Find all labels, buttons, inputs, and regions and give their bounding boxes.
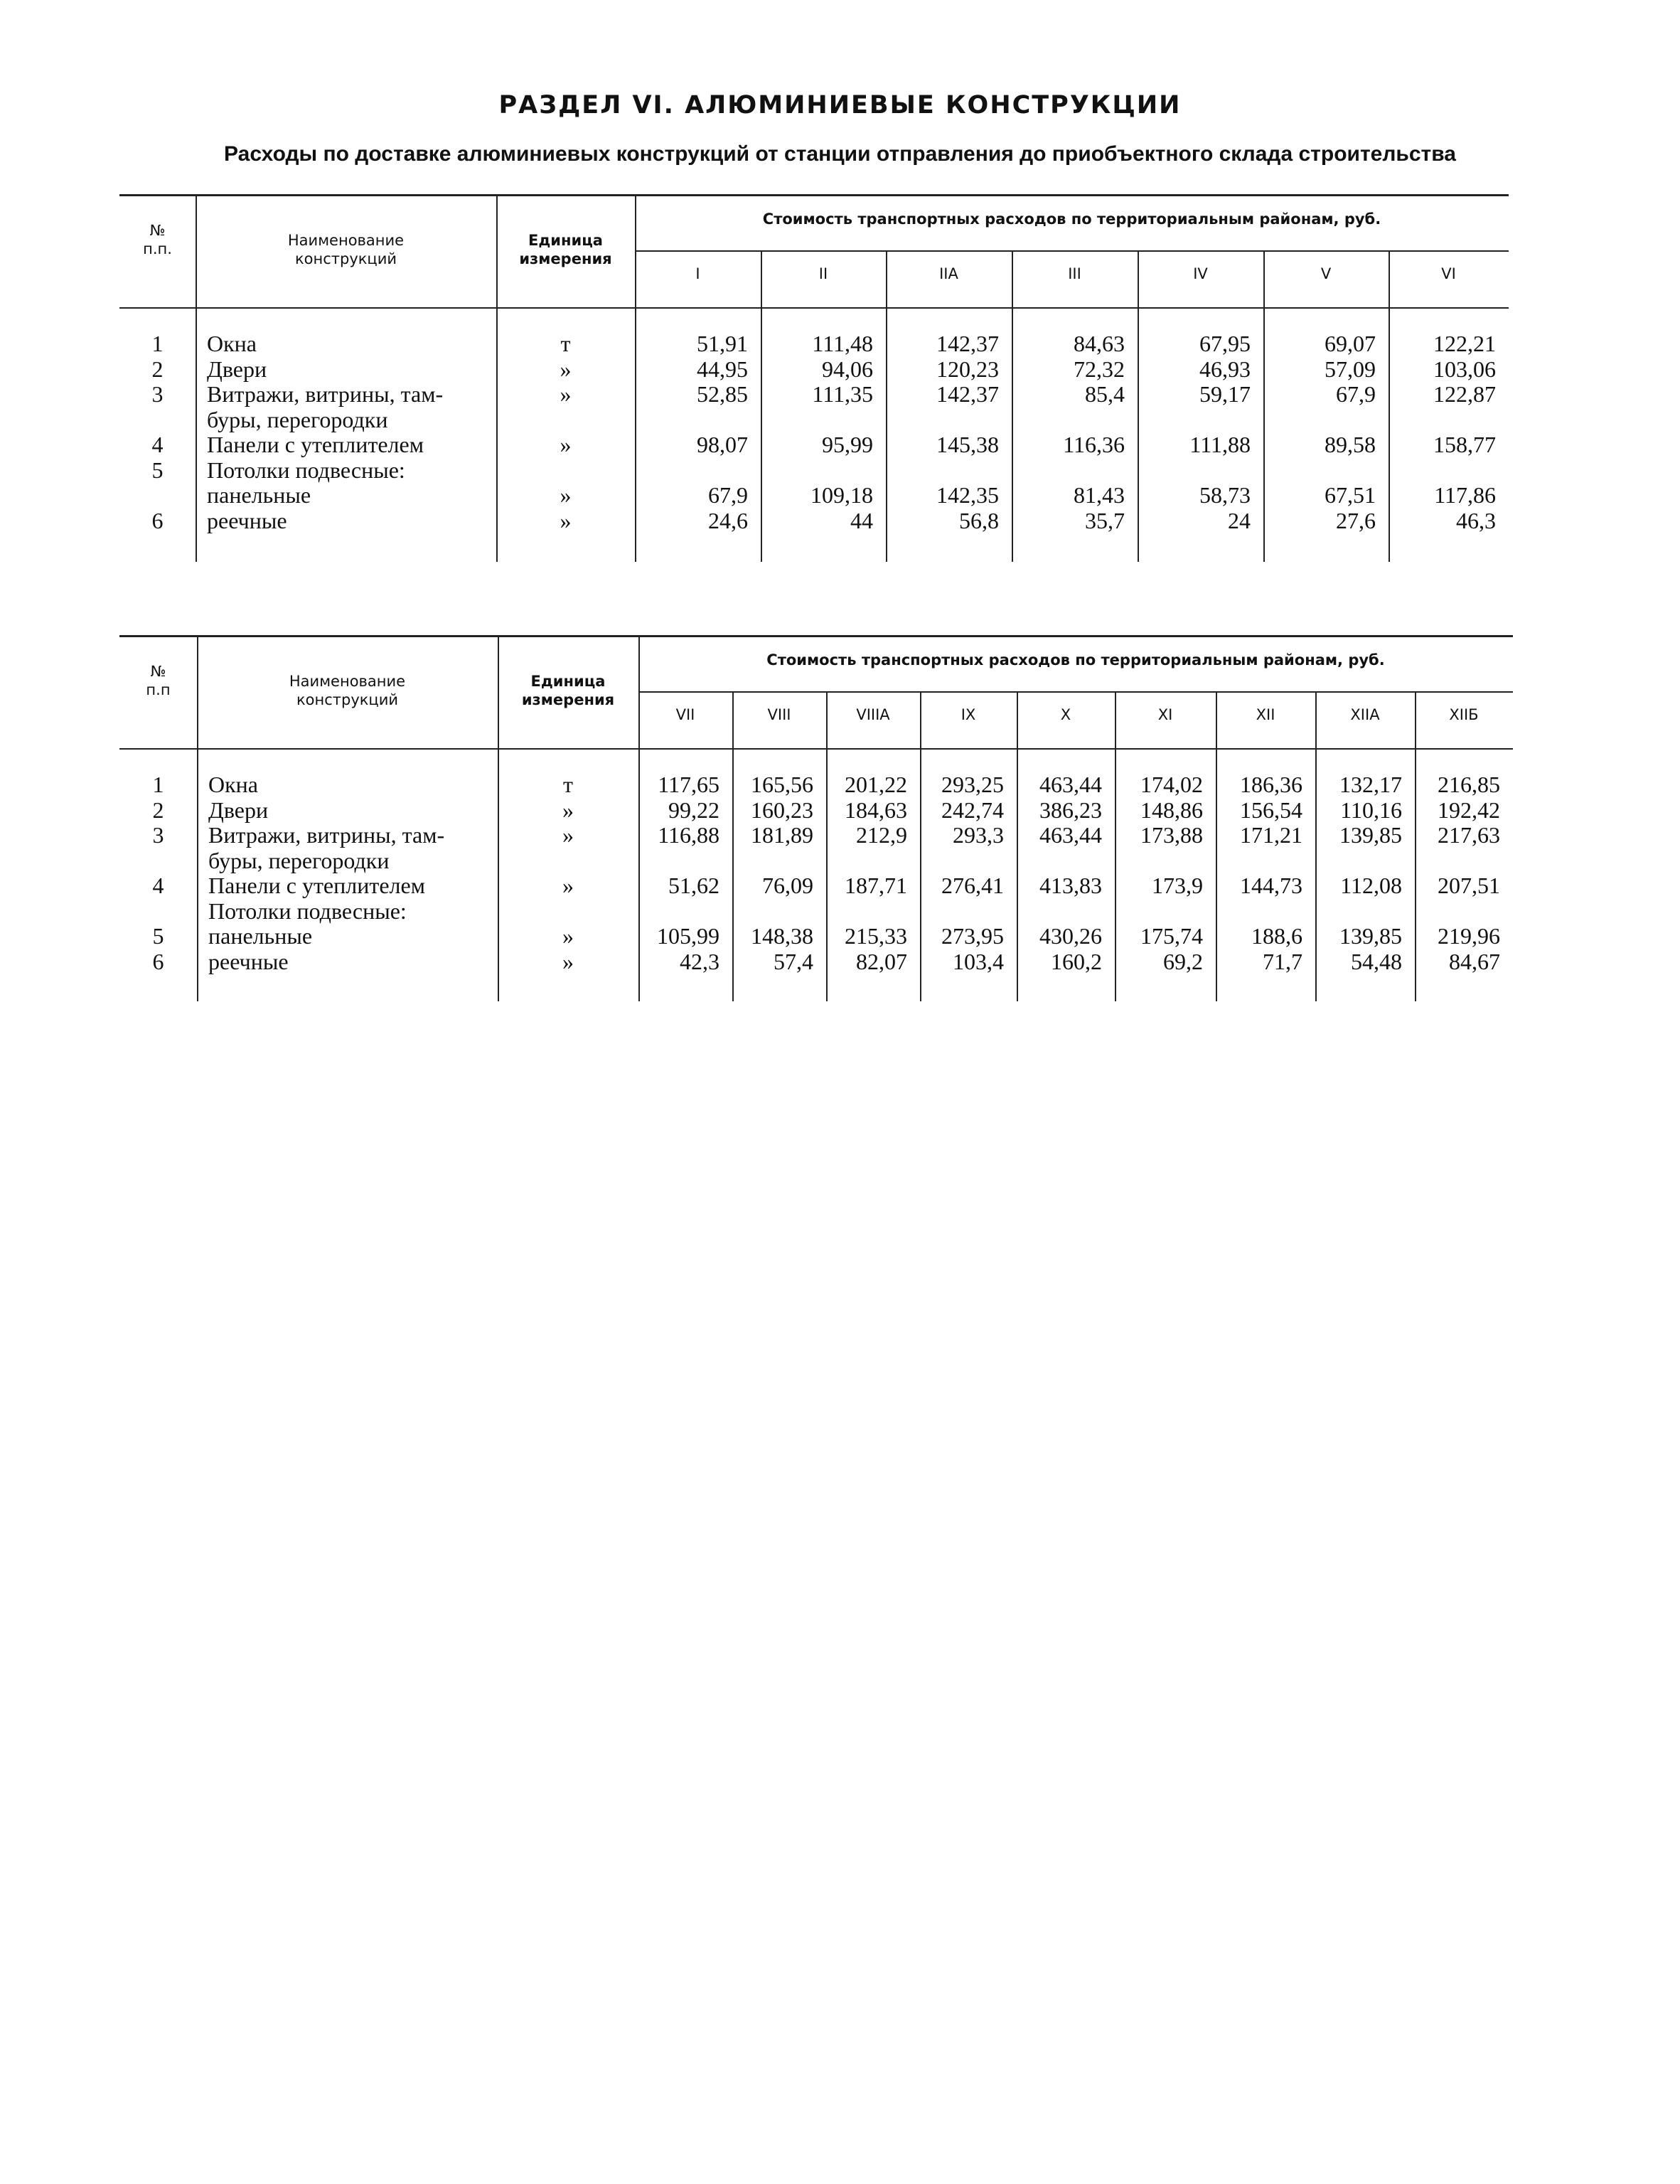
- cost-value: 148,38: [751, 923, 813, 949]
- cost-value: 82,07: [856, 948, 907, 974]
- region-header: VI: [1441, 265, 1456, 282]
- cost-value: 132,17: [1339, 772, 1402, 797]
- cost-value: 111,48: [812, 331, 873, 356]
- region-header: VIII: [767, 706, 791, 723]
- unit-cell: т: [560, 331, 571, 356]
- cost-value: 142,35: [936, 482, 999, 508]
- column-header-name: Наименование конструкций: [289, 673, 406, 708]
- row-number: 2: [151, 356, 164, 382]
- cost-value: 139,85: [1339, 822, 1402, 848]
- cost-value: 160,23: [751, 797, 813, 823]
- cost-value: 293,3: [953, 822, 1004, 848]
- cost-value: 69,07: [1325, 331, 1376, 356]
- cost-value: 386,23: [1039, 797, 1102, 823]
- region-header: V: [1320, 265, 1332, 282]
- unit-cell: »: [560, 381, 572, 407]
- cost-value: 145,38: [936, 432, 999, 457]
- cost-value: 116,36: [1063, 432, 1125, 457]
- cost-value: 24,6: [708, 507, 748, 533]
- table-rule: [119, 635, 1513, 637]
- construction-name: Витражи, витрины, там-: [208, 822, 445, 848]
- cost-value: 103,06: [1433, 356, 1496, 382]
- cost-value: 215,33: [845, 923, 907, 949]
- cost-value: 58,73: [1199, 482, 1251, 508]
- cost-value: 139,85: [1339, 923, 1402, 949]
- cost-value: 105,99: [657, 923, 719, 949]
- cost-value: 46,3: [1456, 507, 1496, 533]
- cost-value: 293,25: [941, 772, 1004, 797]
- row-number: 4: [151, 432, 164, 457]
- row-number: 1: [152, 772, 164, 797]
- construction-name: буры, перегородки: [207, 406, 388, 432]
- cost-value: 201,22: [845, 772, 907, 797]
- cost-value: 84,63: [1074, 331, 1125, 356]
- cost-value: 44,95: [697, 356, 748, 382]
- cost-value: 112,08: [1340, 873, 1402, 898]
- region-header: II: [818, 265, 828, 282]
- cost-value: 173,88: [1140, 822, 1203, 848]
- cost-value: 52,85: [697, 381, 748, 407]
- construction-name: панельные: [208, 923, 313, 949]
- region-header: IV: [1193, 265, 1208, 282]
- cost-value: 27,6: [1336, 507, 1376, 533]
- cost-value: 174,02: [1140, 772, 1203, 797]
- cost-value: 76,09: [762, 873, 813, 898]
- cost-value: 217,63: [1438, 822, 1500, 848]
- cost-value: 51,62: [668, 873, 719, 898]
- construction-name: Потолки подвесные:: [208, 897, 407, 924]
- cost-value: 42,3: [680, 948, 719, 974]
- table-rule: [119, 748, 1513, 750]
- unit-cell: »: [562, 873, 574, 898]
- cost-value: 207,51: [1438, 873, 1500, 898]
- row-number: 1: [151, 331, 164, 356]
- region-header: IIA: [939, 265, 958, 282]
- cost-value: 142,37: [936, 331, 999, 356]
- cost-value: 120,23: [936, 356, 999, 382]
- cost-value: 67,9: [708, 482, 748, 508]
- construction-name: реечные: [208, 948, 289, 974]
- cost-value: 142,37: [936, 381, 999, 407]
- construction-name: буры, перегородки: [208, 847, 390, 873]
- cost-value: 212,9: [856, 822, 907, 848]
- table-rule: [638, 691, 1513, 693]
- cost-value: 192,42: [1438, 797, 1500, 823]
- cost-value: 144,73: [1240, 873, 1302, 898]
- cost-value: 175,74: [1140, 923, 1203, 949]
- cost-value: 89,58: [1325, 432, 1376, 457]
- cost-value: 122,87: [1433, 381, 1496, 407]
- row-number: 6: [152, 948, 164, 974]
- cost-value: 54,48: [1351, 948, 1402, 974]
- unit-cell: т: [563, 772, 573, 797]
- construction-name: Панели с утеплителем: [207, 432, 424, 457]
- cost-value: 44: [850, 507, 873, 533]
- cost-value: 158,77: [1433, 432, 1496, 457]
- cost-value: 67,9: [1336, 381, 1376, 407]
- cost-value: 110,16: [1340, 797, 1402, 823]
- cost-value: 181,89: [751, 822, 813, 848]
- cost-value: 24: [1228, 507, 1251, 533]
- cost-value: 171,21: [1240, 822, 1302, 848]
- cost-value: 186,36: [1240, 772, 1302, 797]
- cost-value: 46,93: [1199, 356, 1251, 382]
- cost-value: 463,44: [1039, 822, 1102, 848]
- unit-cell: »: [560, 356, 572, 382]
- region-header: I: [695, 265, 700, 282]
- region-header: IX: [961, 706, 976, 723]
- cost-value: 242,74: [941, 797, 1004, 823]
- construction-name: панельные: [207, 482, 311, 508]
- cost-value: 188,6: [1251, 923, 1302, 949]
- cost-value: 67,95: [1199, 331, 1251, 356]
- cost-value: 187,71: [845, 873, 907, 898]
- unit-cell: »: [562, 923, 574, 949]
- cost-value: 56,8: [959, 507, 999, 533]
- region-header: XIIБ: [1449, 706, 1479, 723]
- cost-value: 156,54: [1240, 797, 1302, 823]
- cost-value: 173,9: [1152, 873, 1203, 898]
- construction-name: Окна: [207, 331, 257, 356]
- unit-cell: »: [562, 797, 574, 823]
- cost-value: 122,21: [1433, 331, 1496, 356]
- cost-value: 165,56: [751, 772, 813, 797]
- column-header-name: Наименование конструкций: [287, 232, 405, 267]
- cost-value: 116,88: [658, 822, 719, 848]
- row-number: 3: [151, 381, 164, 407]
- region-header: XII: [1256, 706, 1275, 723]
- column-header-unit: Единица измерения: [519, 232, 612, 267]
- region-header: X: [1060, 706, 1071, 723]
- cost-value: 463,44: [1039, 772, 1102, 797]
- row-number: 6: [151, 507, 164, 533]
- region-header: III: [1068, 265, 1081, 282]
- cost-value: 111,35: [812, 381, 873, 407]
- cost-value: 276,41: [941, 873, 1004, 898]
- unit-cell: »: [560, 482, 572, 508]
- cost-value: 109,18: [810, 482, 873, 508]
- row-number: 5: [151, 457, 164, 483]
- cost-value: 51,91: [697, 331, 748, 356]
- construction-name: Панели с утеплителем: [208, 873, 425, 898]
- unit-cell: »: [560, 507, 572, 533]
- cost-value: 219,96: [1438, 923, 1500, 949]
- construction-name: Окна: [208, 772, 258, 797]
- cost-value: 84,67: [1449, 948, 1500, 974]
- row-number: 4: [152, 873, 164, 898]
- table-caption: Расходы по доставке алюминиевых конструкций от станции отправления до приобъектного склада строительства: [224, 142, 1456, 166]
- column-group-header: Стоимость транспортных расходов по территориальным районам, руб.: [766, 651, 1385, 668]
- column-header-number: № п.п.: [143, 222, 172, 257]
- cost-value: 59,17: [1199, 381, 1251, 407]
- cost-value: 160,2: [1051, 948, 1102, 974]
- region-header: XIIA: [1350, 706, 1380, 723]
- cost-value: 72,32: [1074, 356, 1125, 382]
- cost-value: 184,63: [845, 797, 907, 823]
- row-number: 5: [152, 923, 164, 949]
- cost-value: 111,88: [1189, 432, 1251, 457]
- table-rule: [119, 307, 1509, 309]
- cost-value: 35,7: [1085, 507, 1125, 533]
- column-header-number: № п.п: [146, 663, 171, 698]
- row-number: 2: [152, 797, 164, 823]
- region-header: VII: [675, 706, 695, 723]
- cost-value: 273,95: [941, 923, 1004, 949]
- column-header-unit: Единица измерения: [521, 673, 615, 708]
- construction-name: реечные: [207, 507, 287, 533]
- cost-value: 430,26: [1039, 923, 1102, 949]
- construction-name: Двери: [207, 356, 267, 382]
- unit-cell: »: [562, 822, 574, 848]
- region-header: VIIIA: [856, 706, 890, 723]
- region-header: XI: [1157, 706, 1173, 723]
- row-number: 3: [152, 822, 164, 848]
- cost-value: 71,7: [1263, 948, 1302, 974]
- cost-value: 81,43: [1074, 482, 1125, 508]
- cost-value: 67,51: [1325, 482, 1376, 508]
- cost-value: 98,07: [697, 432, 748, 457]
- table-rule: [119, 194, 1509, 196]
- cost-value: 57,4: [774, 948, 813, 974]
- table-rule: [635, 250, 1509, 252]
- cost-value: 117,65: [658, 772, 719, 797]
- construction-name: Потолки подвесные:: [207, 457, 405, 483]
- cost-value: 148,86: [1140, 797, 1203, 823]
- cost-value: 413,83: [1039, 873, 1102, 898]
- cost-value: 117,86: [1434, 482, 1496, 508]
- column-group-header: Стоимость транспортных расходов по территориальным районам, руб.: [762, 211, 1381, 228]
- cost-value: 103,4: [953, 948, 1004, 974]
- cost-value: 57,09: [1325, 356, 1376, 382]
- cost-value: 69,2: [1163, 948, 1203, 974]
- unit-cell: »: [562, 948, 574, 974]
- section-title: РАЗДЕЛ VI. АЛЮМИНИЕВЫЕ КОНСТРУКЦИИ: [498, 91, 1182, 119]
- cost-value: 216,85: [1438, 772, 1500, 797]
- construction-name: Двери: [208, 797, 269, 823]
- cost-value: 94,06: [822, 356, 873, 382]
- cost-value: 85,4: [1085, 381, 1125, 407]
- unit-cell: »: [560, 432, 572, 457]
- cost-value: 95,99: [822, 432, 873, 457]
- construction-name: Витражи, витрины, там-: [207, 381, 444, 407]
- cost-value: 99,22: [668, 797, 719, 823]
